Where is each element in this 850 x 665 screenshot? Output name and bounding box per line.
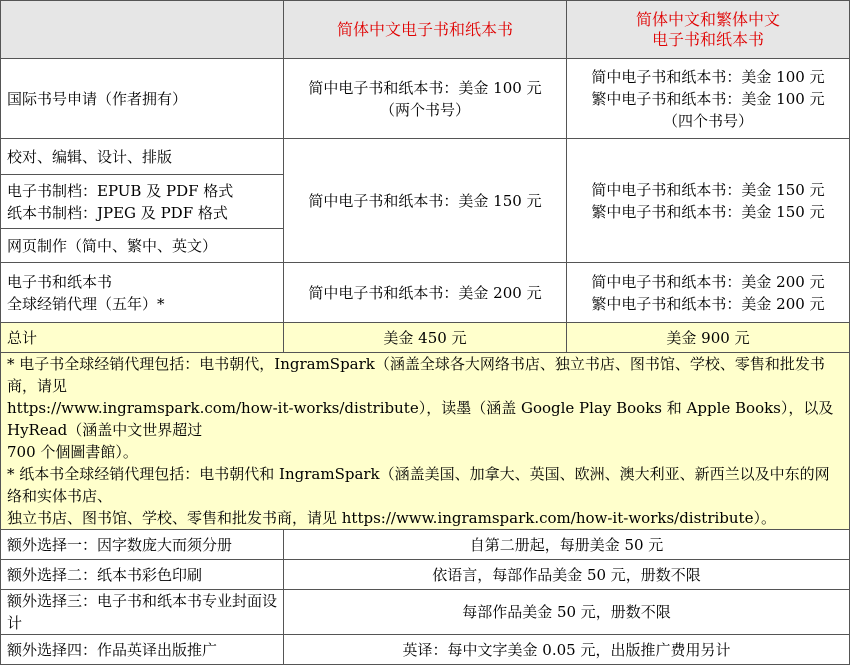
distribution-col3-line2: 繁中电子书和纸本书：美金 200 元 (591, 294, 825, 313)
header-col3-line2: 电子书和纸本书 (651, 29, 764, 49)
extra-row (1, 590, 850, 635)
note-ebook-line3: 700 个個圖書館）。 (7, 443, 138, 461)
extra-label: 额外选择四：作品英译出版推广 (1, 635, 284, 665)
production-col3-line2: 繁中电子书和纸本书：美金 150 元 (591, 202, 825, 221)
distribution-col3-line1: 简中电子书和纸本书：美金 200 元 (591, 272, 825, 291)
note-print-line2: 独立书店、图书馆、学校、零售和批发书商，请见 https://www.ingramspark.com/how-it-works/distribute）。 (7, 509, 776, 527)
isbn-label: 国际书号申请（作者拥有） (1, 59, 284, 139)
note-print-line1: * 纸本书全球经销代理包括：电书朝代和 IngramSpark（涵盖美国、加拿大、英国、欧洲、澳大利亚、新西兰以及中东的网络和实体书店、 (7, 465, 830, 505)
isbn-col3-line3: （四个书号） (662, 111, 753, 130)
isbn-both-price (567, 59, 850, 139)
notes-row (1, 353, 850, 530)
production-col3-line1: 简中电子书和纸本书：美金 150 元 (591, 180, 825, 199)
extra-label: 额外选择二：纸本书彩色印刷 (1, 560, 284, 590)
total-label: 总计 (1, 323, 284, 353)
distribution-simplified-price (284, 263, 567, 323)
distribution-both-price (567, 263, 850, 323)
editing-label: 校对、编辑、设计、排版 (1, 139, 284, 175)
extra-row (1, 635, 850, 665)
header-col3-line1: 简体中文和繁体中文 (635, 9, 780, 29)
extra-label: 额外选择一：因字数庞大而须分册 (1, 530, 284, 560)
isbn-col2-line1: 简中电子书和纸本书：美金 100 元 (308, 78, 542, 97)
distribution-label-line1: 电子书和纸本书 (7, 272, 113, 291)
distribution-label-line2: 全球经销代理（五年）* (7, 294, 165, 313)
total-simplified: 美金 450 元 (284, 323, 567, 353)
isbn-col3-line2: 繁中电子书和纸本书：美金 100 元 (591, 89, 825, 108)
extra-row (1, 530, 850, 560)
extra-value: 英译：每中文字美金 0.05 元，出版推广费用另计 (284, 635, 850, 665)
note-ebook-line2: https://www.ingramspark.com/how-it-works/distribute），读墨（涵盖 Google Play Books 和 Apple Books），以及 HyRead（涵盖中文世界超过 (7, 399, 834, 439)
production-label-line1: 电子书制档：EPUB 及 PDF 格式 (7, 181, 234, 200)
isbn-col3-line1: 简中电子书和纸本书：美金 100 元 (591, 67, 825, 86)
header-simplified-label: 简体中文电子书和纸本书 (336, 19, 513, 39)
extra-value: 自第二册起，每册美金 50 元 (284, 530, 850, 560)
total-row (1, 323, 850, 353)
extra-value: 每部作品美金 50 元，册数不限 (284, 590, 850, 635)
note-ebook-line1: * 电子书全球经销代理包括：电书朝代，IngramSpark（涵盖全球各大网络书店、独立书店、图书馆、学校、零售和批发书商，请见 (7, 355, 825, 395)
distribution-col2-price: 简中电子书和纸本书：美金 200 元 (308, 283, 542, 302)
production-label (1, 175, 284, 229)
header-empty-cell (1, 1, 284, 59)
header-simplified-traditional (567, 1, 850, 59)
isbn-simplified-price (284, 59, 567, 139)
notes-cell (1, 353, 850, 530)
distribution-label (1, 263, 284, 323)
isbn-row (1, 59, 850, 139)
extra-value: 依语言，每部作品美金 50 元，册数不限 (284, 560, 850, 590)
header-row (1, 1, 850, 59)
editing-row (1, 139, 850, 175)
production-label-line2: 纸本书制档：JPEG 及 PDF 格式 (7, 203, 228, 222)
production-simplified-price (284, 139, 567, 263)
total-both: 美金 900 元 (567, 323, 850, 353)
isbn-col2-line2: （两个书号） (379, 100, 470, 119)
production-col2-price: 简中电子书和纸本书：美金 150 元 (308, 191, 542, 210)
extra-row (1, 560, 850, 590)
header-simplified (284, 1, 567, 59)
extra-label: 额外选择三：电子书和纸本书专业封面设计 (1, 590, 284, 635)
production-both-price (567, 139, 850, 263)
web-label: 网页制作（简中、繁中、英文） (1, 229, 284, 263)
distribution-row (1, 263, 850, 323)
